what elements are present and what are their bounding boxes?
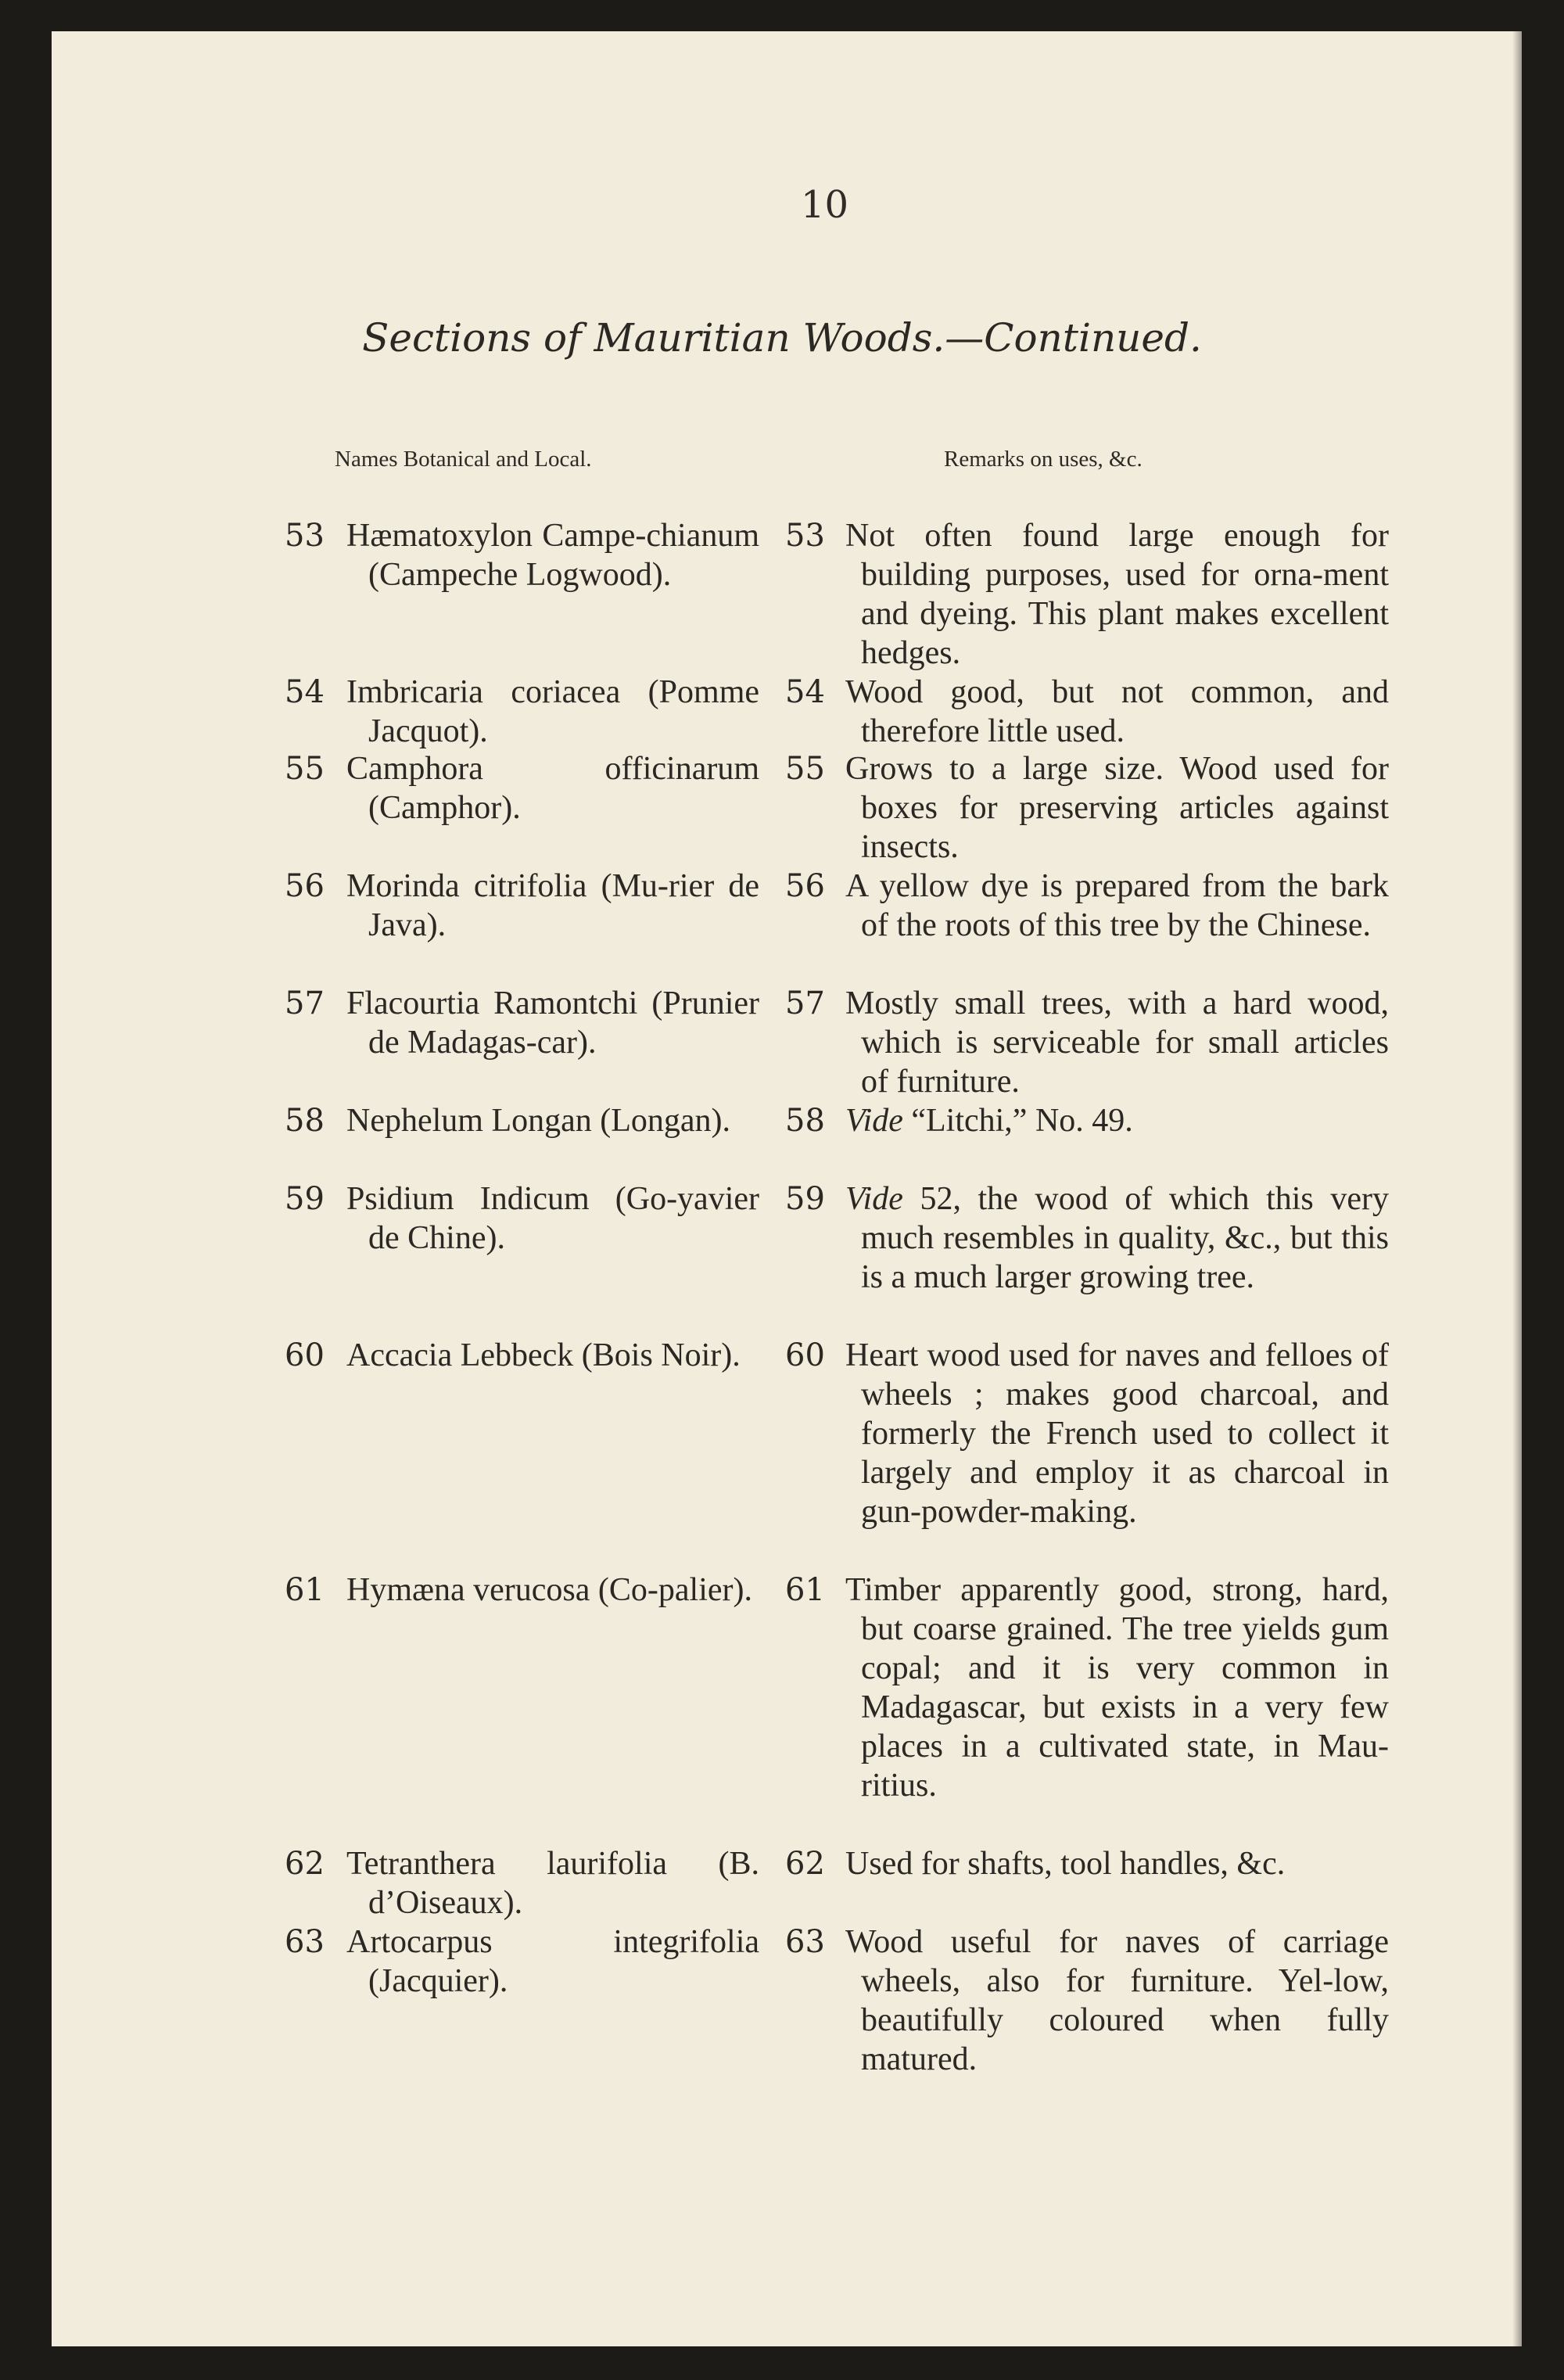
entry-remark: Mostly small trees, with a hard wood, which is serviceable for small articles of furniture. — [845, 985, 1389, 1100]
entry-name: Artocarpus integrifolia (Jacquier). — [346, 1924, 759, 1999]
entry-remark: Not often found large enough for building purposes, used for orna-ment and dyeing. This plant makes excellent hedges. — [845, 518, 1389, 671]
column-header-remarks: Remarks on uses, &c. — [944, 447, 1143, 472]
entry-number: 61 — [285, 1572, 325, 1608]
entry-number: 53 — [285, 518, 325, 554]
entry-number-remark: 63 — [785, 1924, 825, 1960]
entry-name: Flacourtia Ramontchi (Prunier de Madagas-car). — [346, 985, 759, 1061]
entry-remark: Heart wood used for naves and felloes of wheels ; makes good charcoal, and formerly the French used to collect it largely and employ it as charcoal in gun-powder-making. — [845, 1337, 1389, 1530]
entry-remark — [845, 1179, 1389, 1297]
page-number: 10 — [801, 183, 849, 227]
entry-number: 56 — [285, 868, 325, 904]
entry-name: Imbricaria coriacea (Pomme Jacquot). — [346, 674, 759, 749]
entry-number: 58 — [285, 1103, 325, 1139]
entry-number-remark: 61 — [785, 1572, 825, 1608]
entry-number-remark: 55 — [785, 751, 825, 787]
vide-label: Vide — [845, 1181, 903, 1217]
entry-name: Hymæna verucosa (Co-palier). — [346, 1572, 752, 1608]
entry-number-remark: 57 — [785, 985, 825, 1021]
entry-number: 63 — [285, 1924, 325, 1960]
entry-name: Camphora officinarum (Camphor). — [346, 751, 759, 826]
entry-number-remark: 59 — [785, 1181, 825, 1217]
entry-remark: Used for shafts, tool handles, &c. — [845, 1846, 1286, 1882]
entry-number: 60 — [285, 1337, 325, 1373]
entry-name: Hæmatoxylon Campe-chianum (Campeche Logwood). — [346, 518, 759, 593]
entry-number-remark: 53 — [785, 518, 825, 554]
entry-number-remark: 60 — [785, 1337, 825, 1373]
entry-number: 62 — [285, 1846, 325, 1882]
entry-remark: Wood useful for naves of carriage wheels, also for furniture. Yel-low, beautifully coloured when fully matured. — [845, 1924, 1389, 2077]
entry-name: Nephelum Longan (Longan). — [346, 1103, 731, 1139]
entry-number: 55 — [285, 751, 325, 787]
entry-remark: Timber apparently good, strong, hard, but coarse grained. The tree yields gum copal; and it is very common in Madagascar, but exists in a very few places in a cultivated state, in Mau-ritius. — [845, 1572, 1389, 1804]
entry-remark-text: 52, the wood of which this very much resembles in quality, &c., but this is a much larger growing tree. — [861, 1181, 1389, 1295]
entry-remark: A yellow dye is prepared from the bark of the roots of this tree by the Chinese. — [845, 868, 1389, 943]
entry-number-remark: 58 — [785, 1103, 825, 1139]
entry-number-remark: 56 — [785, 868, 825, 904]
entry-name: Tetranthera laurifolia (B. d’Oiseaux). — [346, 1846, 759, 1921]
entry-remark: Wood good, but not common, and therefore little used. — [845, 674, 1389, 749]
entry-name: Psidium Indicum (Go-yavier de Chine). — [346, 1181, 759, 1256]
page-title: Sections of Mauritian Woods.—Continued. — [362, 315, 1202, 361]
entry-number: 59 — [285, 1181, 325, 1217]
entry-number: 57 — [285, 985, 325, 1021]
entry-number-remark: 54 — [785, 674, 825, 710]
entry-remark: Grows to a large size. Wood used for boxes for preserving articles against insects. — [845, 751, 1389, 865]
entry-remark-text: “Litchi,” No. 49. — [911, 1103, 1133, 1139]
column-header-names: Names Botanical and Local. — [335, 447, 592, 472]
vide-label: Vide — [845, 1103, 903, 1139]
entry-number-remark: 62 — [785, 1846, 825, 1882]
entry-remark — [845, 1101, 1389, 1140]
page-edge-shadow — [1512, 31, 1522, 2346]
entry-name: Accacia Lebbeck (Bois Noir). — [346, 1337, 741, 1373]
entry-name: Morinda citrifolia (Mu-rier de Java). — [346, 868, 759, 943]
entry-number: 54 — [285, 674, 325, 710]
